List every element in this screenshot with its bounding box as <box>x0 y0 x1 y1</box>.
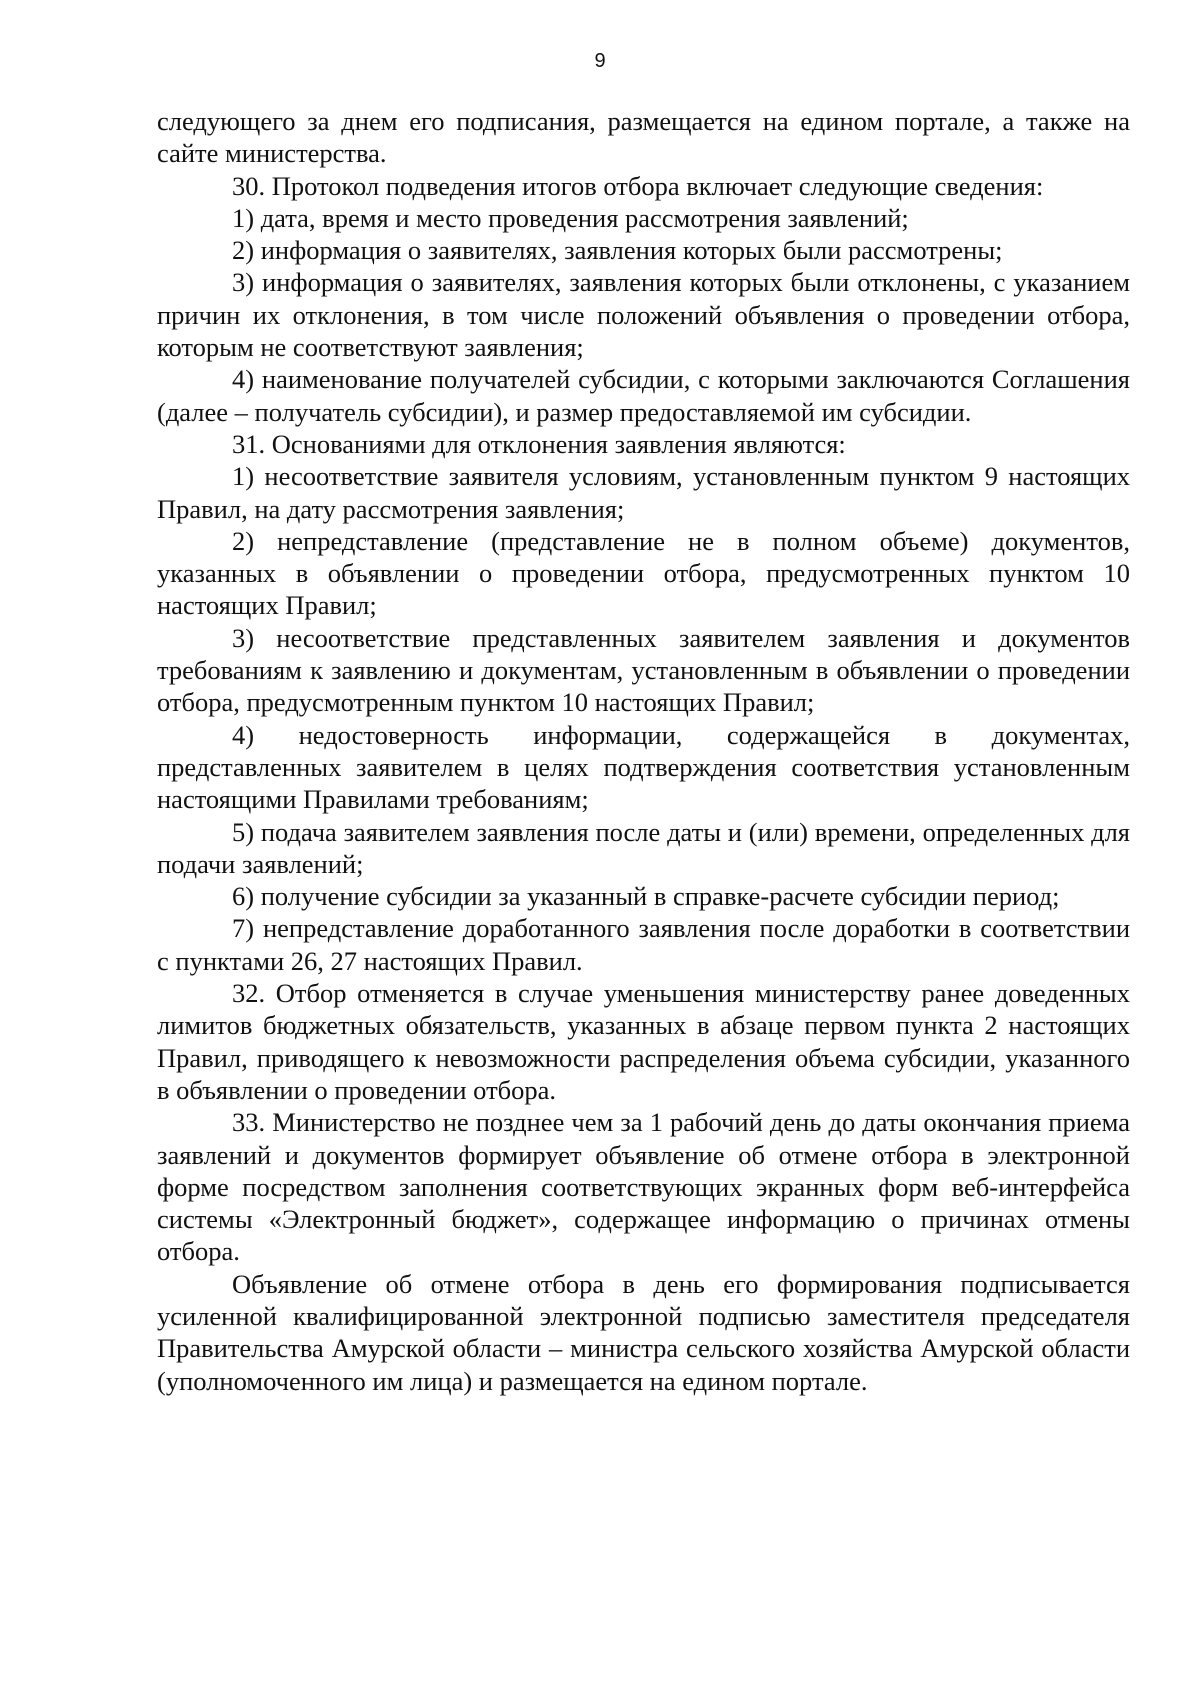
document-body <box>157 105 1130 1397</box>
paragraph: 7) непредставление доработанного заявления после доработки в соответствии с пунктами 26, 27 настоящих Правил. <box>157 913 1130 976</box>
paragraph: 3) информация о заявителях, заявления которых были отклонены, с указанием причин их отклонения, в том числе положений объявления о проведении отбора, которым не соответствуют заявления; <box>157 267 1130 363</box>
paragraph: Объявление об отмене отбора в день его формирования подписывается усиленной квалифицированной электронной подписью заместителя председателя Правительства Амурской области – министра сельского хозяйства Амурской области (уполномоченного им лица) и размещается на едином портале. <box>157 1268 1130 1396</box>
paragraph: 2) непредставление (представление не в полном объеме) документов, указанных в объявлении о проведении отбора, предусмотренных пунктом 10 настоящих Правил; <box>157 525 1130 621</box>
paragraph: 2) информация о заявителях, заявления которых были рассмотрены; <box>232 235 1003 266</box>
paragraph: 4) недостоверность информации, содержащейся в документах, представленных заявителем в целях подтверждения соответствия установленным настоящими Правилами требованиям; <box>157 719 1130 815</box>
paragraph: 4) наименование получателей субсидии, с которыми заключаются Соглашения (далее – получатель субсидии), и размер предоставляемой им субсидии. <box>157 364 1130 427</box>
paragraph: 32. Отбор отменяется в случае уменьшения министерству ранее доведенных лимитов бюджетных обязательств, указанных в абзаце первом пункта 2 настоящих Правил, приводящего к невозможности распределения объема субсидии, указанного в объявлении о проведении отбора. <box>157 978 1130 1105</box>
page-number: 9 <box>594 50 606 72</box>
paragraph: 33. Министерство не позднее чем за 1 рабочий день до даты окончания приема заявлений и документов формирует объявление об отмене отбора в электронной форме посредством заполнения соответствующих экранных форм веб-интерфейса системы «Электронный бюджет», содержащее информацию о причинах отмены отбора. <box>157 1107 1130 1267</box>
paragraph: 1) дата, время и место проведения рассмотрения заявлений; <box>232 202 909 233</box>
paragraph: 3) несоответствие представленных заявителем заявления и документов требованиям к заявлению и документам, установленным в объявлении о проведении отбора, предусмотренным пунктом 10 настоящих Правил; <box>157 622 1130 718</box>
paragraph: 5) подача заявителем заявления после даты и (или) времени, определенных для подачи заявлений; <box>157 816 1130 879</box>
paragraph: 30. Протокол подведения итогов отбора включает следующие сведения: <box>232 170 1044 201</box>
paragraph: 31. Основаниями для отклонения заявления являются: <box>232 428 846 459</box>
paragraph: 6) получение субсидии за указанный в справке-расчете субсидии период; <box>232 881 1060 912</box>
paragraph: 1) несоответствие заявителя условиям, установленным пунктом 9 настоящих Правил, на дату рассмотрения заявления; <box>157 461 1130 524</box>
paragraph: следующего за днем его подписания, размещается на едином портале, а также на сайте министерства. <box>157 106 1130 169</box>
